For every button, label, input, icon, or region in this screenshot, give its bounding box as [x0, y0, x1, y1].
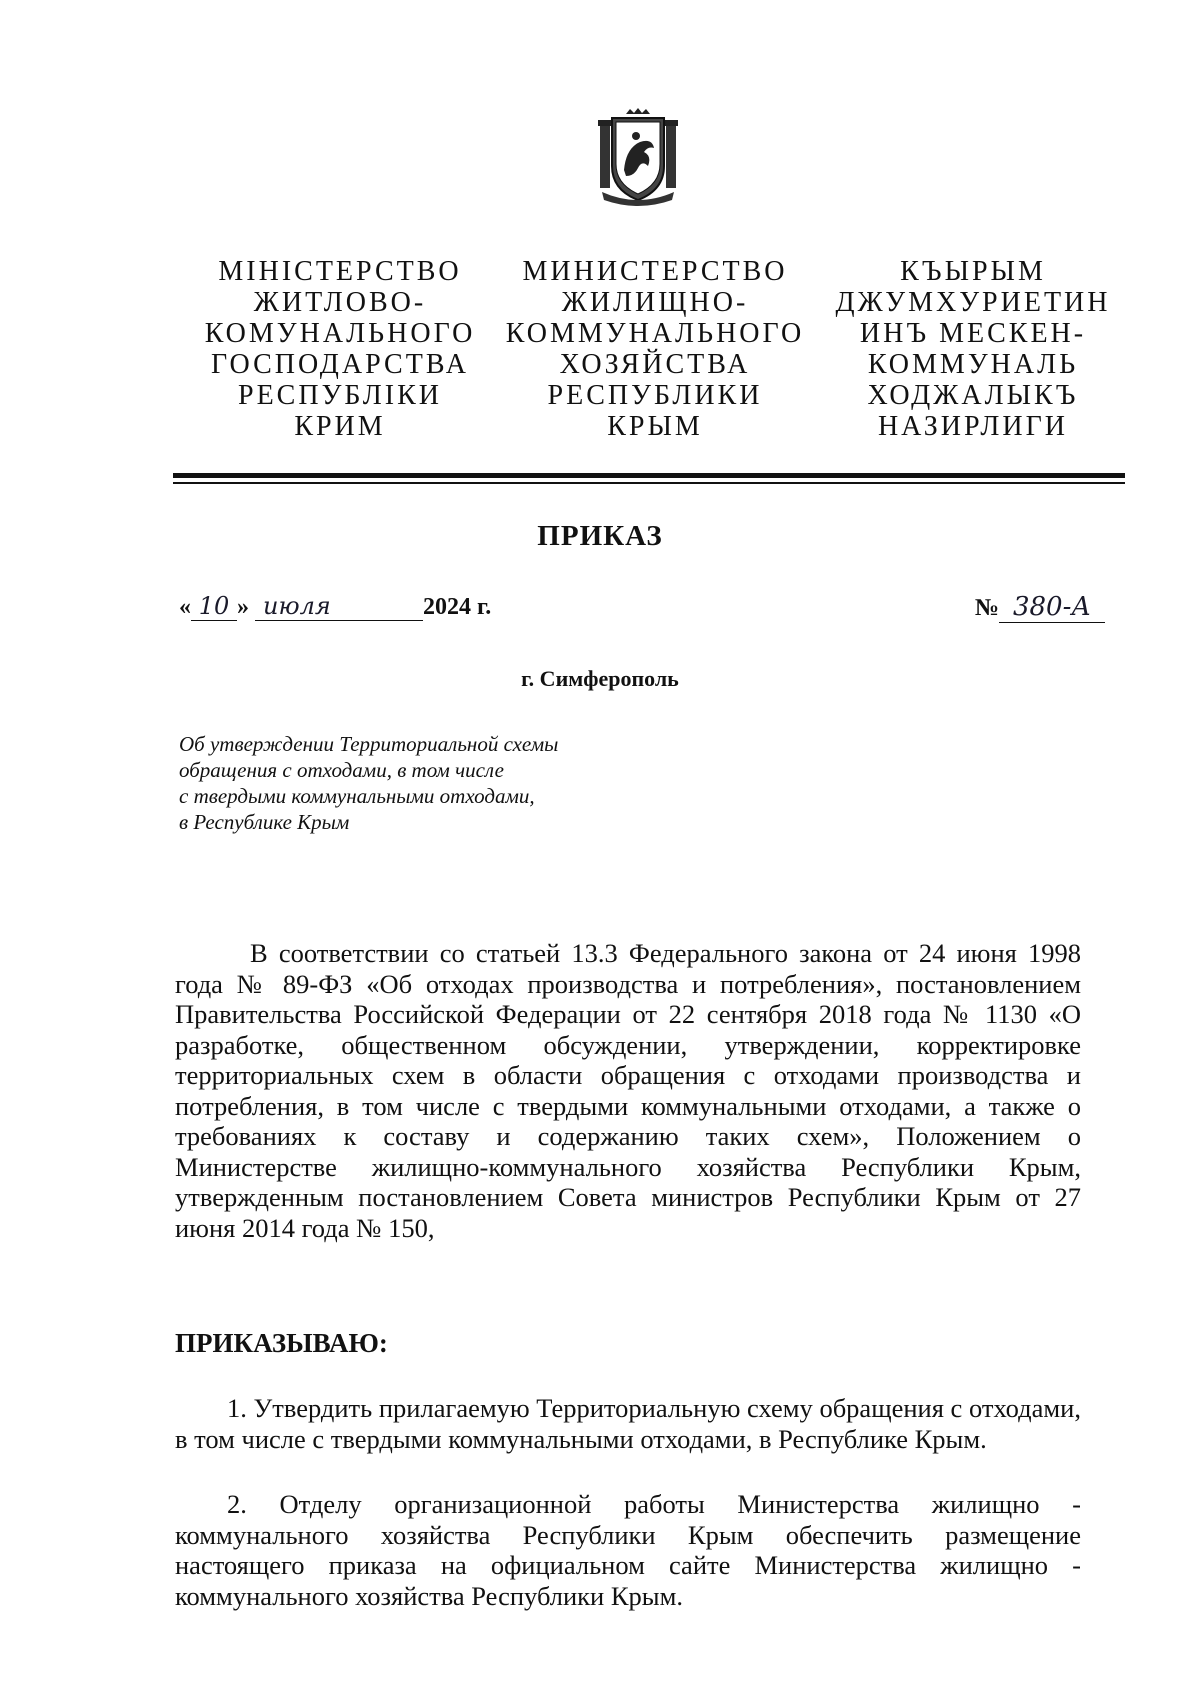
subject-line: обращения с отходами, в том числе	[179, 758, 504, 782]
ministry-line: ХОДЖАЛЫКЪ	[867, 380, 1079, 411]
document-number	[975, 592, 1105, 623]
header-divider-thin	[173, 482, 1125, 484]
number-value: 380-А	[999, 592, 1105, 623]
ministry-line: КОММУНАЛЬНОГО	[505, 318, 805, 349]
ministry-line: КРИМ	[294, 411, 386, 442]
ministry-line: ИНЪ МЕСКЕН-	[859, 318, 1087, 349]
ministry-line: КЪЫРЫМ	[900, 256, 1046, 287]
document-title: ПРИКАЗ	[537, 520, 663, 552]
header-divider-thick	[173, 473, 1125, 478]
crimea-coat-of-arms-icon	[596, 108, 680, 208]
subject-line: с твердыми коммунальными отходами,	[179, 784, 535, 808]
ministry-line: РЕСПУБЛИКИ	[547, 380, 763, 411]
order-heading: ПРИКАЗЫВАЮ:	[175, 1328, 388, 1358]
ministry-line: ГОСПОДАРСТВА	[211, 349, 469, 380]
document-date	[179, 592, 491, 621]
ministry-line: ХОЗЯЙСТВА	[559, 349, 751, 380]
date-day: 10	[191, 592, 237, 621]
date-year: 2024 г.	[423, 594, 492, 620]
date-open-quote: «	[179, 594, 191, 620]
order-item-2: 2. Отделу организационной работы Министерства жилищно - коммунального хозяйства Республики Крым обеспечить размещение настоящего приказа на официальном сайте Министерства жилищно - коммунального хозяйства Республики Крым.	[175, 1489, 1081, 1611]
ministry-line: НАЗИРЛИГИ	[877, 411, 1069, 442]
order-item-1: 1. Утвердить прилагаемую Территориальную схему обращения с отходами, в том числе с твердыми коммунальными отходами, в Республике Крым.	[175, 1393, 1081, 1454]
preamble-paragraph: В соответствии со статьей 13.3 Федерального закона от 24 июня 1998 года № 89-ФЗ «Об отходах производства и потребления», постановлением Правительства Российской Федерации от 22 сентября 2018 года № 1130 «О разработке, общественном обсуждении, утверждении, корректировке территориальных схем в области обращения с отходами производства и потребления, в том числе с твердыми коммунальными отходами, а также о требованиях к составу и содержанию таких схем», Положением о Министерстве жилищно-коммунального хозяйства Республики Крым, утвержденным постановлением Совета министров Республики Крым от 27 июня 2014 года № 150,	[175, 938, 1081, 1243]
ministry-line: КОММУНАЛЬ	[867, 349, 1079, 380]
ministry-line: КРЫМ	[607, 411, 703, 442]
ministry-line: МІНІСТЕРСТВО	[218, 256, 462, 287]
subject-line: Об утверждении Территориальной схемы	[179, 732, 559, 756]
subject-line: в Республике Крым	[179, 810, 350, 834]
ministry-line: РЕСПУБЛІКИ	[238, 380, 442, 411]
ministry-line: ЖИЛИЩНО-	[561, 287, 749, 318]
ministry-line: ДЖУМХУРИЕТИН	[835, 287, 1111, 318]
ministry-name-ukrainian	[190, 256, 490, 442]
ministry-name-crimean-tatar	[823, 256, 1123, 442]
date-close-quote: »	[237, 594, 249, 620]
date-month: июля	[255, 592, 423, 621]
number-label: №	[974, 595, 999, 621]
ministry-line: МИНИСТЕРСТВО	[522, 256, 788, 287]
ministry-name-russian	[505, 256, 805, 442]
ministry-line: ЖИТЛОВО-	[253, 287, 427, 318]
document-subject	[179, 731, 679, 835]
document-city: г. Симферополь	[521, 666, 679, 691]
ministry-line: КОМУНАЛЬНОГО	[204, 318, 476, 349]
